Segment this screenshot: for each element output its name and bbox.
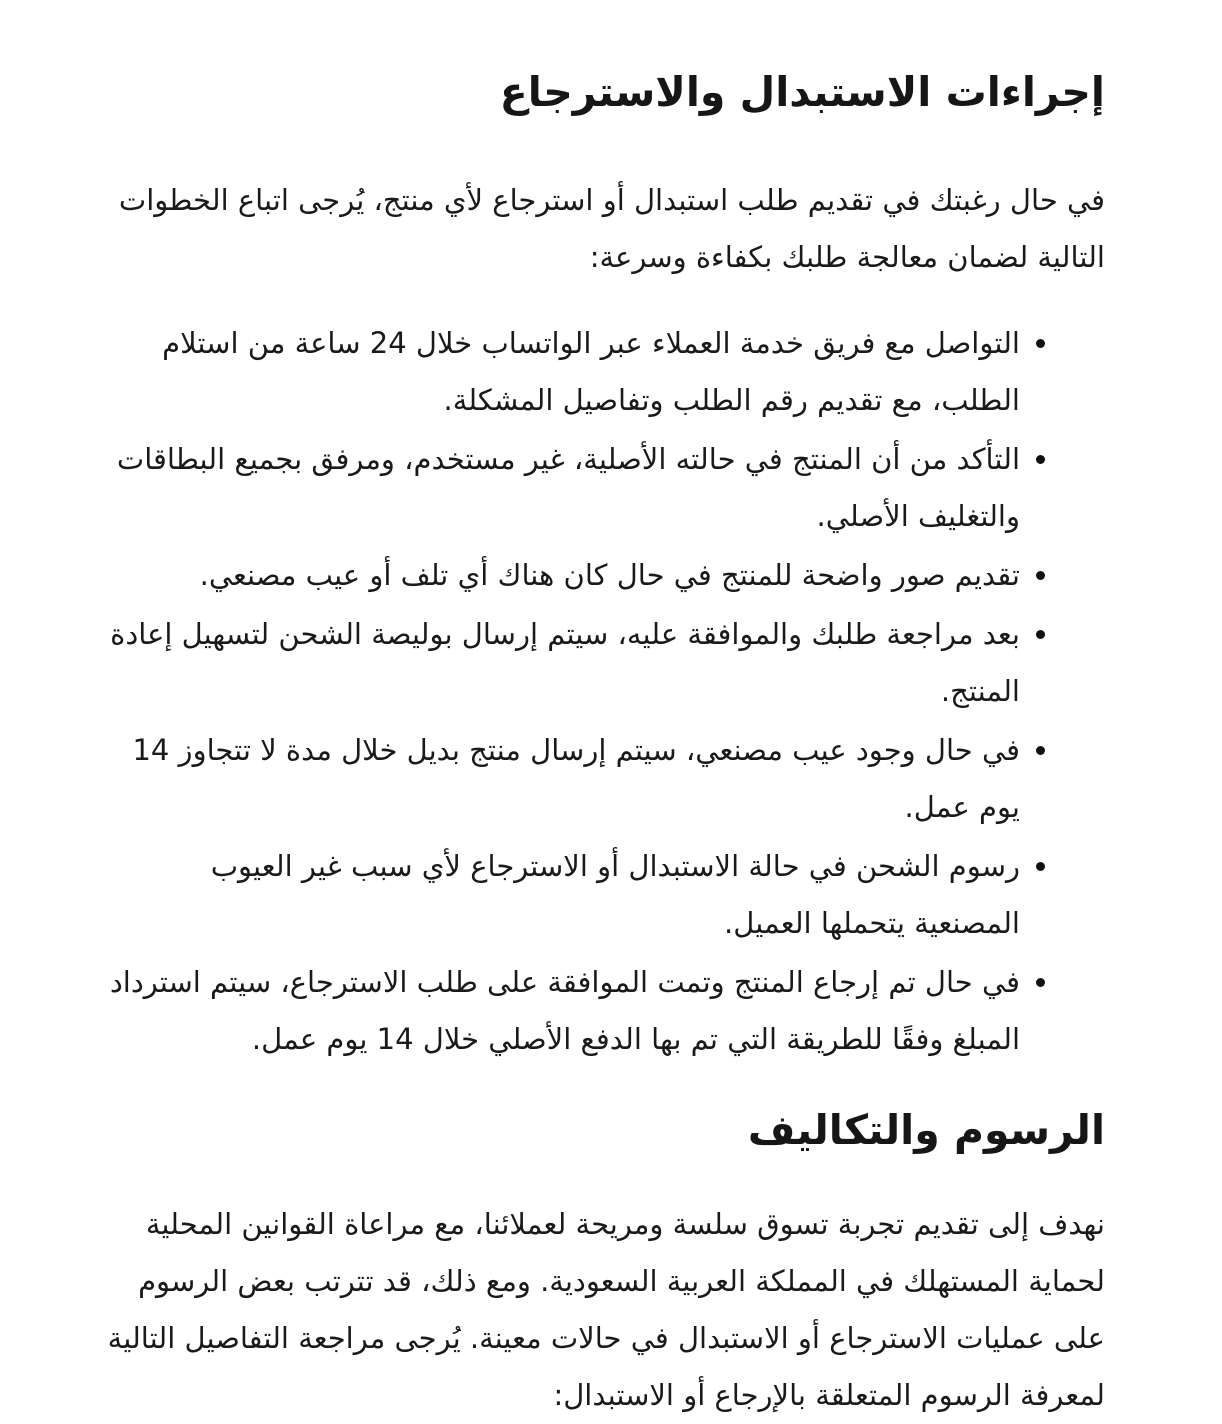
list-item: • تقديم صور واضحة للمنتج في حال كان هناك أي تلف أو عيب مصنعي. bbox=[100, 547, 1020, 604]
fees-section-title: الرسوم والتكاليف bbox=[747, 1106, 1105, 1154]
list-item: • التأكد من أن المنتج في حالته الأصلية، غير مستخدم، ومرفق بجميع البطاقات والتغليف الأصلي. bbox=[100, 431, 1020, 545]
list-item: • في حال وجود عيب مصنعي، سيتم إرسال منتج بديل خلال مدة لا تتجاوز 14 يوم عمل. bbox=[100, 722, 1020, 836]
list-item: • التواصل مع فريق خدمة العملاء عبر الواتساب خلال 24 ساعة من استلام الطلب، مع تقديم رقم الطلب وتفاصيل المشكلة. bbox=[100, 315, 1020, 429]
list-item: • بعد مراجعة طلبك والموافقة عليه، سيتم إرسال بوليصة الشحن لتسهيل إعادة المنتج. bbox=[100, 606, 1020, 720]
list-item: • رسوم الشحن في حالة الاستبدال أو الاسترجاع لأي سبب غير العيوب المصنعية يتحملها العميل. bbox=[100, 838, 1020, 952]
procedures-list bbox=[100, 315, 1105, 1068]
fees-paragraph: نهدف إلى تقديم تجربة تسوق سلسة ومريحة لعملائنا، مع مراعاة القوانين المحلية لحماية المستهلك في المملكة العربية السعودية. ومع ذلك، قد تترتب بعض الرسوم على عمليات الاسترجاع أو الاستبدال في حالات معينة. يُرجى مراجعة التفاصيل التالية لمعرفة الرسوم المتعلقة بالإرجاع أو الاستبدال: bbox=[107, 1207, 1105, 1412]
intro-paragraph: في حال رغبتك في تقديم طلب استبدال أو استرجاع لأي منتج، يُرجى اتباع الخطوات التالية لضمان معالجة طلبك بكفاءة وسرعة: bbox=[118, 183, 1105, 274]
list-item: • في حال تم إرجاع المنتج وتمت الموافقة على طلب الاسترجاع، سيتم استرداد المبلغ وفقًا للطريقة التي تم بها الدفع الأصلي خلال 14 يوم عمل. bbox=[100, 954, 1020, 1068]
page-title: إجراءات الاستبدال والاسترجاع bbox=[499, 68, 1105, 116]
